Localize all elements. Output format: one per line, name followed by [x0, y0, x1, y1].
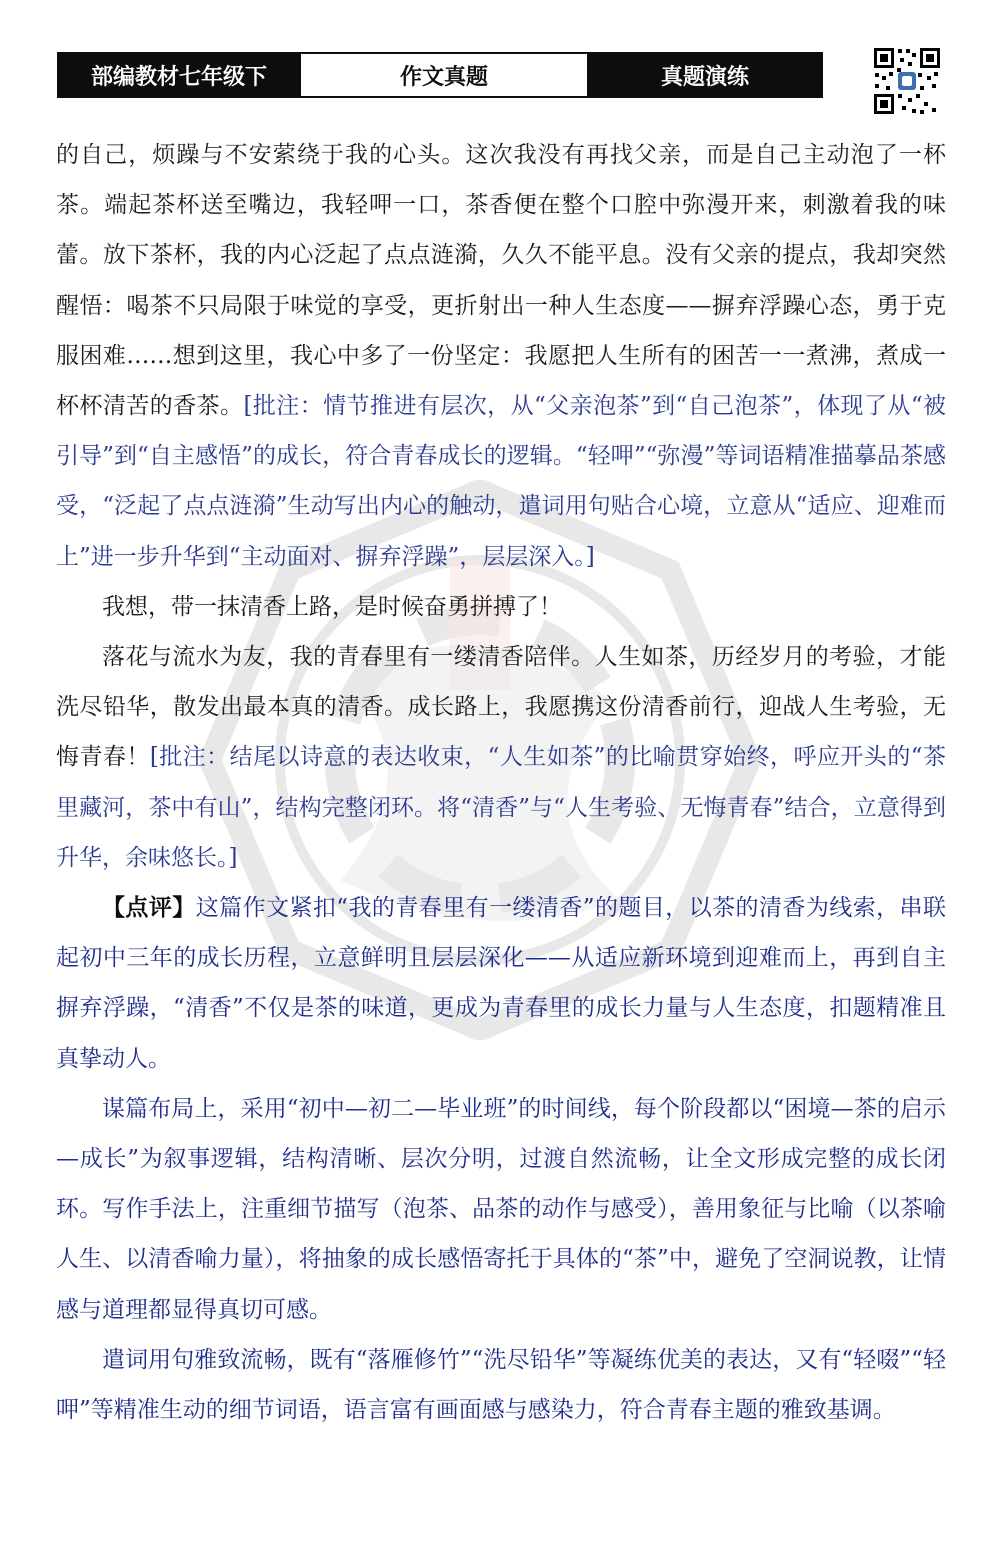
review-paragraph-3: 遣词用句雅致流畅，既有“落雁修竹”“洗尽铅华”等凝练优美的表达，又有“轻啜”“轻呷”等精准生动的细节词语，语言富有画面感与感染力，符合青春主题的雅致基调。	[56, 1346, 946, 1424]
paragraph-2: 我想，带一抹清香上路，是时候奋勇拼搏了！	[102, 593, 562, 620]
paragraph-1-text: 的自己，烦躁与不安萦绕于我的心头。这次我没有再找父亲，而是自己主动泡了一杯茶。端起茶杯送至嘴边，我轻呷一口，茶香便在整个口腔中弥漫开来，刺激着我的味蕾。放下茶杯，我的内心泛起了点点涟漪，久久不能平息。没有父亲的提点，我却突然醒悟：喝茶不只局限于味觉的享受，更折射出一种人生态度——摒弃浮躁心态，勇于克服困难……想到这里，我心中多了一份坚定：我愿把人生所有的困苦一一煮沸，煮成一杯杯清苦的香茶。	[56, 142, 946, 420]
paragraph-3-text: 落花与流水为友，我的青春里有一缕清香陪伴。人生如茶，历经岁月的考验，才能洗尽铅华，散发出最本真的清香。成长路上，我愿携这份清香前行，迎战人生考验，无悔青春！	[56, 644, 946, 771]
annotation-1: [批注：情节推进有层次，从“父亲泡茶”到“自己泡茶”，体现了从“被引导”到“自主感悟”的成长，符合青春成长的逻辑。“轻呷”“弥漫”等词语精准描摹品茶感受，“泛起了点点涟漪”生动写出内心的触动，遣词用句贴合心境，立意从“适应、迎难而上”进一步升华到“主动面对、摒弃浮躁”，层层深入。]	[56, 393, 947, 570]
header-bar	[57, 52, 823, 98]
paragraph-1	[56, 130, 946, 582]
header-right-label: 真题演练	[589, 54, 821, 96]
header-middle-label: 作文真题	[299, 54, 589, 96]
qr-code-icon	[872, 46, 942, 116]
annotation-2: [批注：结尾以诗意的表达收束，“人生如茶”的比喻贯穿始终，呼应开头的“茶里藏河，茶中有山”，结构完整闭环。将“清香”与“人生考验、无悔青春”结合，立意得到升华，余味悠长。]	[56, 744, 947, 871]
review-paragraph	[56, 883, 946, 1084]
review-tag: 【点评】	[102, 894, 196, 922]
review-text: 这篇作文紧扣“我的青春里有一缕清香”的题目，以茶的清香为线索，串联起初中三年的成长历程，立意鲜明且层层深化——从适应新环境到迎难而上，再到自主摒弃浮躁，“清香”不仅是茶的味道，更成为青春里的成长力量与人生态度，扣题精准且真挚动人。	[56, 895, 946, 1072]
header-left-label: 部编教材七年级下	[59, 54, 299, 96]
paragraph-3	[56, 632, 946, 883]
article-body	[56, 130, 946, 1435]
review-paragraph-2: 谋篇布局上，采用“初中—初二—毕业班”的时间线，每个阶段都以“困境—茶的启示—成长”为叙事逻辑，结构清晰、层次分明，过渡自然流畅，让全文形成完整的成长闭环。写作手法上，注重细节描写（泡茶、品茶的动作与感受），善用象征与比喻（以茶喻人生、以清香喻力量），将抽象的成长感悟寄托于具体的“茶”中，避免了空洞说教，让情感与道理都显得真切可感。	[56, 1095, 946, 1323]
